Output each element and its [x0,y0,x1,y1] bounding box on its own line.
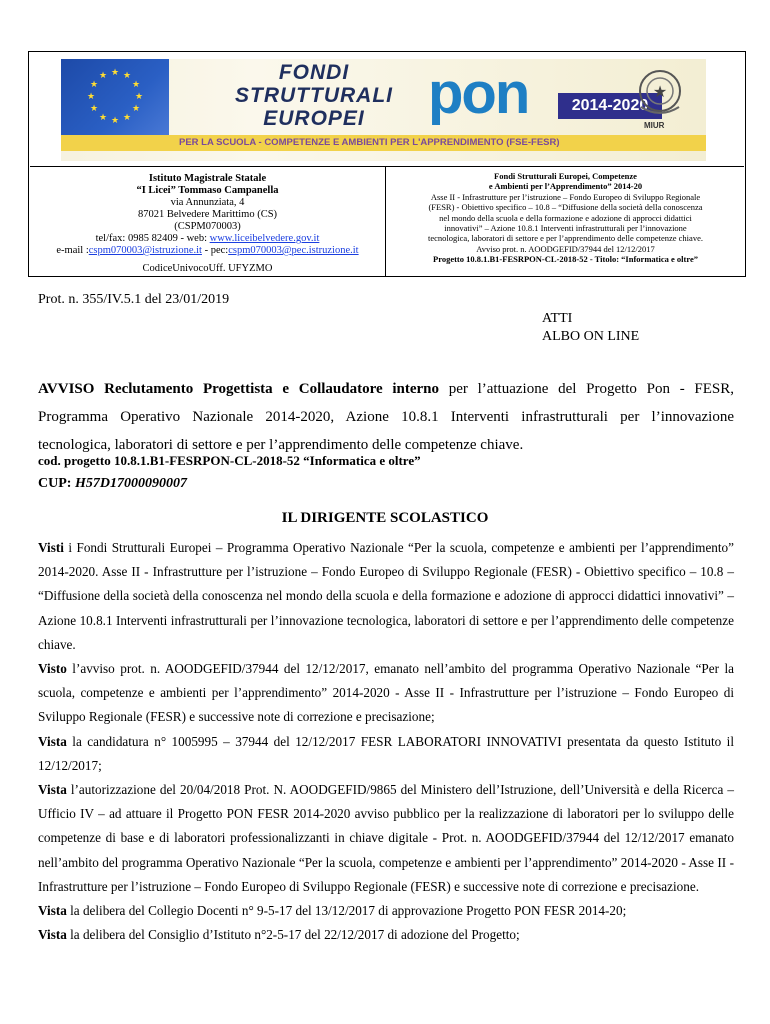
pec-link[interactable]: cspm070003@pec.istruzione.it [228,245,359,256]
clause [38,923,734,947]
pon-years: 2014-2020 [558,93,662,119]
school-emails [30,245,385,257]
notice-description: per l’attuazione del Progetto Pon - FESR, Programma Operativo Nazionale 2014-2020, Azione 10.8.1 Interventi infrastrutturali per l’innovazione tecnologica, laboratori di settore e per l’apprendimento delle competenze chiave. [38,381,734,453]
school-subtitle: “I Licei” Tommaso Campanella [136,185,279,196]
funding-banner [30,53,744,167]
school-name: Istituto Magistrale Statale [148,173,267,184]
miur-label: MIUR [644,121,665,130]
svg-text:★: ★ [134,91,144,101]
pec-prefix: - pec: [201,245,229,256]
svg-text:★: ★ [98,112,108,122]
clause-lead: Vista [38,782,67,798]
clause-text: la delibera del Consiglio d’Istituto n°2-5-17 del 22/12/2017 di adozione del Progetto; [66,927,520,943]
clause-text: i Fondi Strutturali Europei – Programma Operativo Nazionale “Per la scuola, competenze e ambienti per l’apprendimento” 2014-2020. Asse II - Infrastrutture per l’istruzione – Fondo Europeo di Sviluppo Regionale (FESR) - Obiettivo specifico – 10.8 – “Diffusione della società della conoscenza nel mondo della scuola e della formazione e adozione di approcci didattici innovativi” – Azione 10.8.1 Interventi infrastrutturali per l’innovazione tecnologica, laboratori di settore e per l’apprendimento delle competenze chiave. [38,540,734,652]
svg-text:★: ★ [652,84,668,101]
project-line: tecnologica, laboratori di settore e per l’apprendimento delle competenze chiave. [428,233,703,244]
clause-text: la candidatura n° 1005995 – 37944 del 12/12/2017 FESR LABORATORI INNOVATIVI presentata da questo Istituto il 12/12/2017; [38,733,734,773]
recipient-atti: ATTI [542,311,573,326]
republic-emblem-icon [635,67,685,119]
project-line: innovativi” – Azione 10.8.1 Interventi infrastrutturali per l’innovazione [444,223,687,234]
website-link[interactable]: www.liceibelvedere.gov.it [209,233,320,244]
section-heading: IL DIRIGENTE SCOLASTICO [281,510,489,526]
project-line: nel mondo della scuola e della formazione e adozione di approcci didattici [439,212,692,223]
fondi-line: EUROPEI [263,107,365,130]
school-code: (CSPM070003) [174,221,241,232]
cup-code [38,476,187,492]
clause-lead: Visti [38,540,64,555]
clause-text: l’avviso prot. n. AOODGEFID/37944 del 12/12/2017, emanato nell’ambito del programma Operativo Nazionale “Per la scuola, competenze e ambienti per l’apprendimento” 2014-2020 - Asse II - Infrastrutture per l’istruzione – Fondo Europeo di Sviluppo Regionale (FESR) e successive note di correzione e precisazione; [38,661,734,725]
cup-value: H57D17000090007 [74,476,187,491]
project-line: Avviso prot. n. AOODGEFID/37944 del 12/12/2017 [476,243,655,254]
clause-text: la delibera del Collegio Docenti n° 9-5-17 del 13/12/2017 di approvazione Progetto PON FESR 2014-20; [66,903,627,919]
recipients [542,310,639,346]
clause [38,899,734,923]
eu-stars-icon [61,59,169,139]
pon-logo: pon [428,61,529,126]
clause-lead: Vista [38,733,67,749]
whereas-clauses [38,536,734,947]
fondi-line: STRUTTURALI [235,84,393,107]
eu-flag-icon [61,59,169,139]
project-code-title: Progetto 10.8.1.B1-FESRPON-CL-2018-52 - Titolo: “Informatica e oltre” [433,254,698,265]
telfax-text: tel/fax: 0985 82409 - web: [95,233,210,244]
clause [38,778,734,899]
cup-label: CUP: [38,476,75,491]
svg-text:★: ★ [98,70,108,80]
banner-strip: PER LA SCUOLA - COMPETENZE E AMBIENTI PER L'APPRENDIMENTO (FSE-FESR) [61,135,706,151]
email-prefix: e-mail : [56,245,89,256]
fondi-line: FONDI [278,61,350,84]
svg-text:★: ★ [89,79,99,89]
clause-lead: Vista [38,927,67,943]
project-line: Asse II - Infrastrutture per l’istruzione – Fondo Europeo di Sviluppo Regionale [430,191,701,202]
svg-text:★: ★ [110,115,120,125]
notice-title: AVVISO Reclutamento Progettista e Collaudatore interno [38,381,439,397]
banner-image [61,59,706,161]
clause-text: l’autorizzazione del 20/04/2018 Prot. N. AOODGEFID/9865 del Ministero dell’Istruzione, dell’Università e della Ricerca – Ufficio IV – ad attuare il Progetto PON FESR 2014-2020 avviso pubblico per la realizzazione di laboratori per lo sviluppo delle competenze di base e di laboratori professionalizzanti in chiave digitale - Prot. n. AOODGEFID/37944 del 12/12/2017 emanato nell’ambito del programma Operativo Nazionale “Per la scuola, competenze e ambienti per l’apprendimento” 2014-2020 - Asse II - Infrastrutture per l’istruzione – Fondo Europeo di Sviluppo Regionale (FESR) e successive note di correzione e precisazione. [38,782,734,894]
project-title-2: e Ambienti per l’Apprendimento” 2014-20 [488,181,643,192]
school-address: via Annunziata, 4 [170,197,245,208]
school-contacts [30,233,385,245]
svg-text:★: ★ [86,91,96,101]
notice-heading [38,375,734,459]
project-info [386,167,745,276]
svg-text:★: ★ [122,112,132,122]
svg-text:★: ★ [89,103,99,113]
clause-lead: Visto [38,661,67,677]
clause-lead: Vista [38,903,67,919]
recipient-albo: ALBO ON LINE [542,329,640,344]
unique-code: CodiceUnivocoUff. UFYZMO [142,263,273,274]
fondi-strutturali-logo [209,61,419,130]
svg-text:★: ★ [110,67,120,77]
letterhead [28,51,746,277]
svg-text:★: ★ [131,79,141,89]
protocol-number: Prot. n. 355/IV.5.1 del 23/01/2019 [38,292,230,307]
project-code: cod. progetto 10.8.1.B1-FESRPON-CL-2018-52 “Informatica e oltre” [38,453,421,468]
svg-text:★: ★ [122,70,132,80]
svg-text:★: ★ [131,103,141,113]
school-info [30,167,386,276]
clause [38,730,734,778]
clause [38,536,734,657]
project-line: (FESR) - Obiettivo specifico – 10.8 – “Diffusione della società della conoscenza [428,202,703,213]
school-city: 87021 Belvedere Marittimo (CS) [137,209,278,220]
email-link[interactable]: cspm070003@istruzione.it [88,245,202,256]
project-title-1: Fondi Strutturali Europei, Competenze [494,171,637,181]
clause [38,657,734,730]
